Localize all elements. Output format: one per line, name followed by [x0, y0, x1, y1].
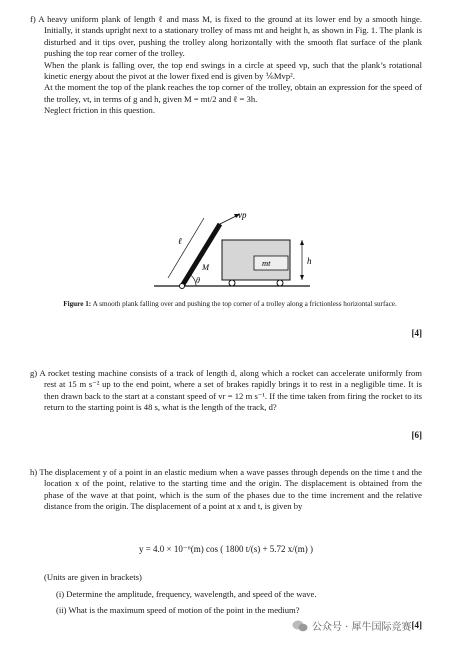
- question-f-marks: [4]: [411, 328, 422, 338]
- question-f-para4: Neglect friction in this question.: [44, 105, 155, 116]
- label-theta: θ: [196, 276, 200, 285]
- hinge: [180, 284, 185, 289]
- question-h-subparts: [30, 572, 422, 616]
- figure-1-diagram: [150, 208, 320, 296]
- trolley-wheel-left: [229, 280, 235, 286]
- question-h: [30, 467, 422, 513]
- question-f: [30, 14, 422, 117]
- trolley-wheel-right: [277, 280, 283, 286]
- question-g-text: A rocket testing machine consists of a track of length d, along which a rocket can accelerate uniformly from rest at 15 m s⁻² up to the end point, where a set of brakes rapidly brings it to rest in a negligible time. It is then drawn back to the start at a constant speed of vr = 12 m s⁻¹. If the time taken from firing the rocket to its return to the starting point is 48 s, what is the length of the track, d?: [39, 368, 422, 413]
- question-h-text: The displacement y of a point in an elastic medium when a wave passes through depends on the time t and the location x of the point, relative to the starting time and the origin. The displacement is obtained from the phase of the wave at that point, which is the sum of the phases due to the time increment and the relative distance from the origin. The displacement of a point at x and t, is given by: [39, 467, 422, 512]
- watermark-text: 公众号 · 犀牛国际竞赛: [312, 622, 412, 633]
- units-note: (Units are given in brackets): [44, 572, 142, 582]
- watermark: [292, 618, 412, 633]
- figure-1-caption: [40, 300, 420, 310]
- question-f-label: f): [30, 14, 36, 24]
- wave-equation: y = 4.0 × 10⁻⁶(m) cos ( 1800 t/(s) + 5.72 x/(m) ): [138, 544, 314, 554]
- wechat-icon: [292, 620, 308, 632]
- figure-1-caption-label: Figure 1:: [63, 300, 92, 308]
- label-vp: vp: [238, 210, 247, 220]
- label-height: h: [307, 256, 312, 266]
- question-f-para1: A heavy uniform plank of length ℓ and mass M, is fixed to the ground at its lower end by a smooth hinge. Initially, it stands upright next to a stationary trolley of mass mt and height h, as shown in Fig. 1. The plank is disturbed and it tips over, pushing the trolley along horizontally with the smooth flat surface of the plank pushing the top rear corner of the trolley.: [38, 14, 422, 59]
- question-f-para2: When the plank is falling over, the top end swings in a circle at speed vp, such that the plank’s rotational kinetic energy about the pivot at the lower fixed end is given by ⅙Mvp².: [44, 59, 422, 82]
- question-g-label: g): [30, 368, 38, 378]
- figure-1-caption-text: A smooth plank falling over and pushing the top corner of a trolley along a frictionless horizontal surface.: [91, 300, 397, 308]
- subquestion-ii: (ii) What is the maximum speed of motion of the point in the medium?: [56, 604, 300, 615]
- question-g: [30, 368, 422, 414]
- subquestion-i: (i) Determine the amplitude, frequency, wavelength, and speed of the wave.: [56, 589, 317, 600]
- question-f-para3: At the moment the top of the plank reaches the top corner of the trolley, obtain an expression for the speed of the trolley, vt, in terms of g and h, given M = mt/2 and ℓ = 3h.: [44, 82, 422, 104]
- question-h-label: h): [30, 467, 38, 477]
- label-length: ℓ: [178, 236, 182, 246]
- question-g-marks: [6]: [411, 430, 422, 440]
- question-h-marks: [4]: [411, 620, 422, 630]
- plank: [182, 224, 220, 286]
- label-mass-plank: M: [202, 262, 210, 272]
- label-mass-trolley: mt: [262, 258, 271, 268]
